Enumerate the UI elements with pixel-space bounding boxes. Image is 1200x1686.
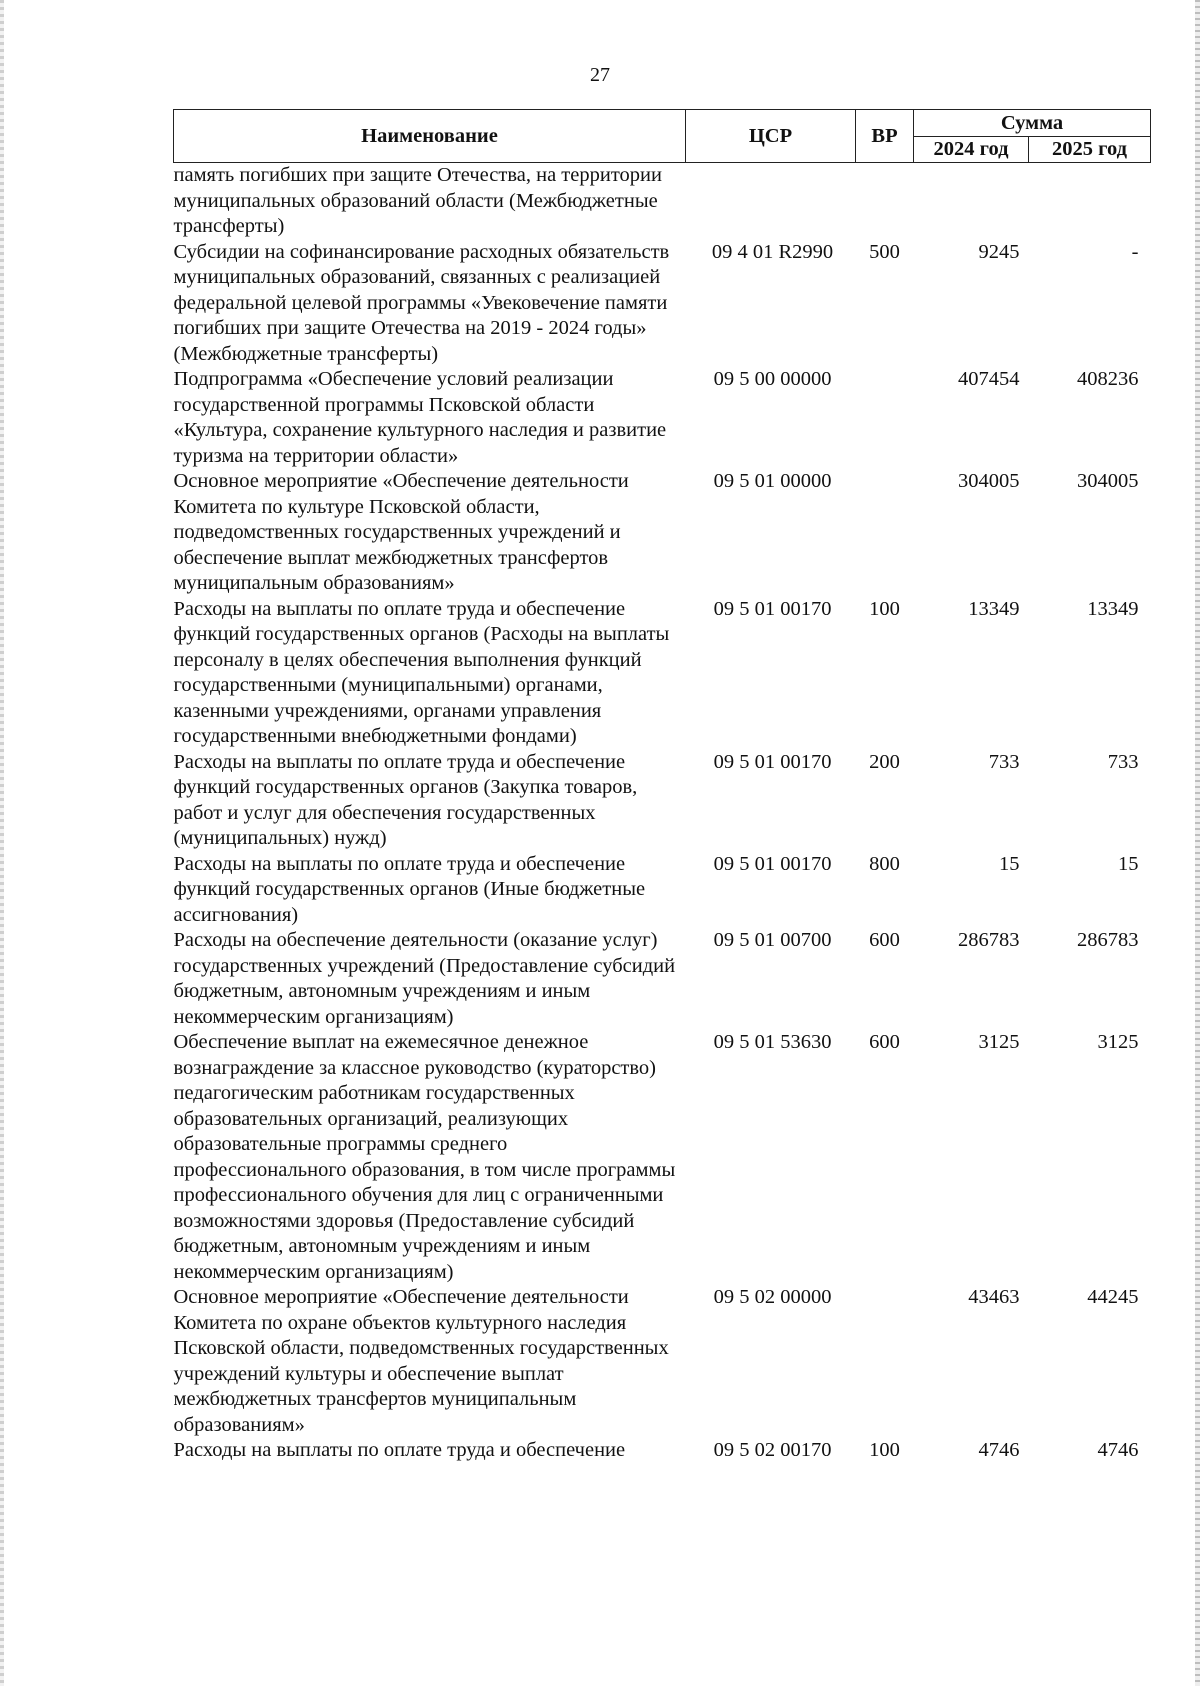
table-row: [174, 163, 1151, 240]
row-csr: [686, 163, 856, 240]
row-csr: 09 5 00 00000: [713, 368, 832, 390]
row-csr: 09 5 01 00700: [713, 929, 832, 951]
row-csr: 09 5 01 00170: [713, 852, 832, 875]
scan-edge-right: [1195, 0, 1200, 1686]
header-year-2024: 2024 год: [914, 136, 1029, 163]
row-csr: 09 5 01 00170: [713, 597, 832, 620]
header-csr: ЦСР: [686, 110, 856, 163]
header-year-2025: 2025 год: [1029, 136, 1151, 163]
row-sum-2025: 15: [1118, 852, 1139, 875]
row-sum-2025: [1029, 163, 1151, 240]
row-vr: 100: [869, 1439, 900, 1461]
row-vr: [856, 163, 914, 240]
table-row: [174, 469, 1151, 597]
table-row: [174, 1438, 1151, 1464]
table-row: [174, 367, 1151, 469]
row-sum-2024: 304005: [958, 470, 1020, 492]
table-row: [174, 928, 1151, 1030]
row-sum-2024: [914, 163, 1029, 240]
table-row: [174, 1030, 1151, 1285]
table-header: [174, 110, 1151, 163]
row-vr: 600: [869, 929, 900, 951]
row-name: Субсидии на софинансирование расходных обязательств муниципальных образований, связанных с реализацией федеральной целевой программы «Увековечение памяти погибших при защите Отечества на 2019 - 2024 годы» (Межбюджетные трансферты): [173, 240, 670, 365]
header-name: Наименование: [174, 110, 686, 163]
row-vr: [856, 367, 914, 469]
row-sum-2025: 44245: [1087, 1286, 1139, 1308]
row-sum-2024: 43463: [968, 1286, 1020, 1308]
row-name: Расходы на выплаты по оплате труда и обеспечение функций государственных органов (Расходы на выплаты персоналу в целях обеспечения выполнения функций государственными (муниципальными) органами, казенными учреждениями, органами управления государственными внебюджетными фондами): [173, 597, 670, 747]
row-sum-2024: 15: [999, 852, 1020, 875]
row-sum-2024: 733: [988, 750, 1020, 773]
budget-table: [173, 109, 1151, 1464]
table-row: [174, 240, 1151, 368]
row-csr: 09 4 01 R2990: [711, 240, 834, 263]
row-name: Подпрограмма «Обеспечение условий реализации государственной программы Псковской области «Культура, сохранение культурного наследия и развитие туризма на территории области»: [173, 368, 667, 467]
scan-edge-left: [0, 0, 4, 1686]
row-csr: 09 5 02 00170: [713, 1439, 832, 1461]
row-sum-2024: 13349: [968, 597, 1020, 620]
row-sum-2025: 304005: [1077, 470, 1139, 492]
row-vr: [856, 1285, 914, 1438]
row-csr: 09 5 02 00000: [713, 1286, 832, 1308]
row-name: Расходы на выплаты по оплате труда и обеспечение функций государственных органов (Закупка товаров, работ и услуг для обеспечения государственных (муниципальных) нужд): [173, 750, 638, 849]
row-name: Основное мероприятие «Обеспечение деятельности Комитета по охране объектов культурного наследия Псковской области, подведомственных государственных учреждений культуры и обеспечение выплат межбюджетных трансфертов муниципальным образованиям»: [173, 1286, 669, 1436]
row-name: Расходы на выплаты по оплате труда и обеспечение функций государственных органов (Иные бюджетные ассигнования): [173, 852, 646, 926]
row-sum-2024: 286783: [958, 929, 1020, 951]
row-sum-2025: 4746: [1097, 1439, 1139, 1461]
row-name: Обеспечение выплат на ежемесячное денежное вознаграждение за классное руководство (кураторство) педагогическим работникам государственных образовательных организаций, реализующих образовательные программы среднего профессионального образования, в том числе программы профессионального обучения для лиц с ограниченными возможностями здоровья (Предоставление субсидий бюджетным, автономным учреждениям и иным некоммерческим организациям): [173, 1031, 676, 1283]
row-sum-2025: 13349: [1087, 597, 1139, 620]
row-sum-2025: -: [1131, 240, 1139, 263]
row-sum-2024: 9245: [978, 240, 1020, 263]
row-sum-2025: 3125: [1097, 1031, 1139, 1053]
row-vr: 800: [869, 852, 900, 875]
row-name: Расходы на выплаты по оплате труда и обеспечение: [173, 1439, 626, 1461]
row-name: Расходы на обеспечение деятельности (оказание услуг) государственных учреждений (Предоставление субсидий бюджетным, автономным учреждениям и иным некоммерческим организациям): [173, 929, 676, 1028]
table-row: [174, 597, 1151, 750]
row-sum-2024: 407454: [958, 368, 1020, 390]
row-vr: 200: [869, 750, 900, 773]
row-sum-2025: 733: [1107, 750, 1139, 773]
header-sum: Сумма: [914, 110, 1151, 137]
row-csr: 09 5 01 00170: [713, 750, 832, 773]
row-csr: 09 5 01 00000: [713, 470, 832, 492]
table-row: [174, 1285, 1151, 1438]
table-row: [174, 852, 1151, 929]
row-name: память погибших при защите Отечества, на территории муниципальных образований области (Межбюджетные трансферты): [173, 164, 662, 237]
page-number: 27: [590, 64, 610, 86]
row-vr: 100: [869, 597, 900, 620]
table-body: [174, 163, 1151, 1464]
row-sum-2024: 4746: [978, 1439, 1020, 1461]
row-csr: 09 5 01 53630: [713, 1031, 832, 1053]
row-sum-2025: 286783: [1077, 929, 1139, 951]
row-sum-2024: 3125: [978, 1031, 1020, 1053]
row-name: Основное мероприятие «Обеспечение деятельности Комитета по культуре Псковской области, подведомственных государственных учреждений и обеспечение выплат межбюджетных трансфертов муниципальным образованиям»: [173, 470, 629, 594]
table-row: [174, 750, 1151, 852]
row-vr: 500: [869, 240, 900, 263]
row-sum-2025: 408236: [1077, 368, 1139, 390]
row-vr: [856, 469, 914, 597]
row-vr: 600: [869, 1031, 900, 1053]
header-vr: ВР: [856, 110, 914, 163]
